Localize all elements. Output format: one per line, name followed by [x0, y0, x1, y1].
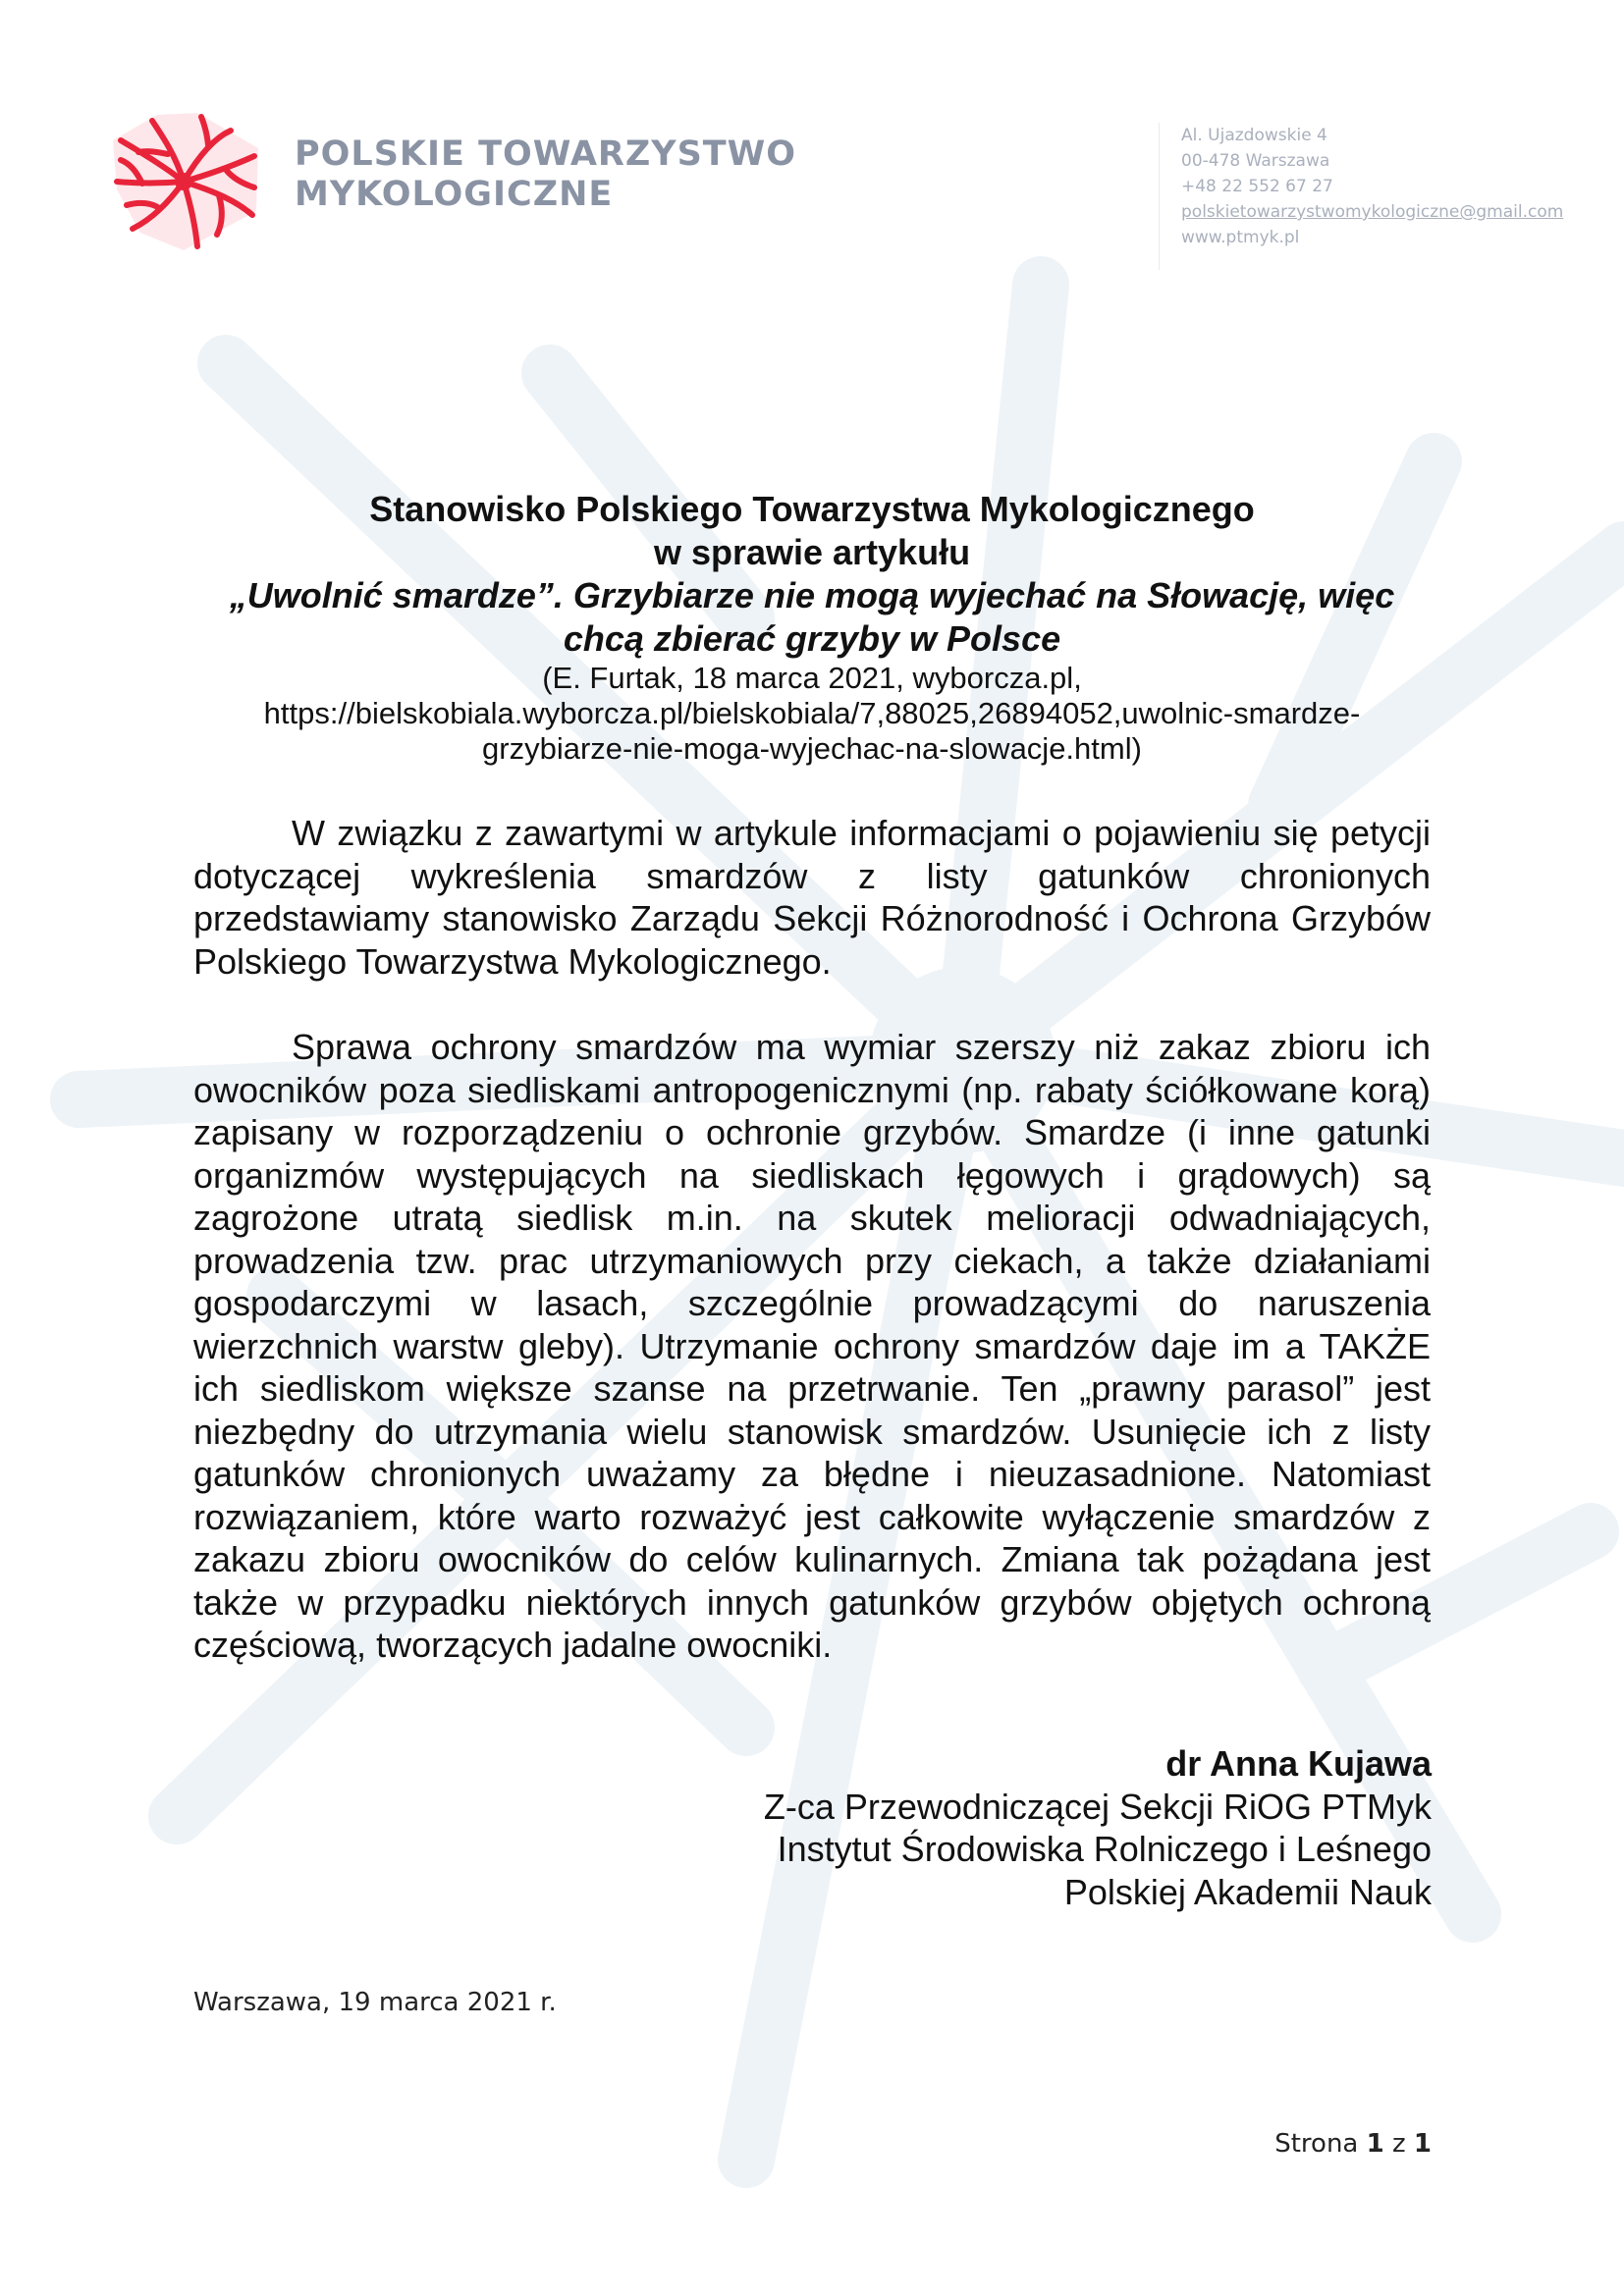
title-line2: w sprawie artykułu: [653, 532, 971, 572]
source-url-line1: https://bielskobiala.wyborcza.pl/bielskobiala/7,88025,26894052,uwolnic-smardze-: [263, 696, 1361, 730]
signatory-role: Z-ca Przewodniczącej Sekcji RiOG PTMyk: [763, 1786, 1432, 1827]
page-number: [1274, 2129, 1432, 2159]
phone-number: +48 22 552 67 27: [1181, 177, 1333, 196]
title-line1: Stanowisko Polskiego Towarzystwa Mykologicznego: [369, 489, 1255, 529]
mycology-society-logo-icon: [113, 113, 260, 250]
document-body: [193, 812, 1431, 1667]
source-line1: (E. Furtak, 18 marca 2021, wyborcza.pl,: [542, 661, 1082, 695]
organization-name-line1: POLSKIE TOWARZYSTWO: [295, 134, 797, 174]
article-title-line1: „Uwolnić smardze”. Grzybiarze nie mogą wyjechać na Słowację, więc: [229, 575, 1395, 615]
page-prefix: Strona: [1274, 2129, 1359, 2159]
source-url-line2: grzybiarze-nie-moga-wyjechac-na-slowacje.html): [482, 731, 1142, 766]
address-line1: Al. Ujazdowskie 4: [1181, 126, 1327, 145]
body-paragraph-2: Sprawa ochrony smardzów ma wymiar szerszy niż zakaz zbioru ich owocników poza siedliskami antropogenicznymi (np. rabaty ściółkowane korą) zapisany w rozporządzeniu o ochronie grzybów. Smardze (i inne gatunki organizmów występujących na siedliskach łęgowych i grądowych) są zagrożone utratą siedlisk m.in. na skutek melioracji odwadniających, prowadzenia tzw. prac utrzymaniowych przy ciekach, a także działaniami gospodarczymi w lasach, szczególnie prowadzącymi do naruszenia wierzchnich warstw gleby). Utrzymanie ochrony smardzów daje im a TAKŻE ich siedliskom większe szanse na przetrwanie. Ten „prawny parasol” jest niezbędny do utrzymania wielu stanowisk smardzów. Usunięcie ich z listy gatunków chronionych uważamy za błędne i nieuzasadnione. Natomiast rozwiązaniem, które warto rozważyć jest całkowite wyłączenie smardzów z zakazu zbioru owocników do celów kulinarnych. Zmiana tak pożądana jest także w przypadku niektórych innych gatunków grzybów objętych ochroną częściową, tworzących jadalne owocniki.: [193, 1027, 1431, 1665]
document-date: Warszawa, 19 marca 2021 r.: [193, 1988, 557, 2017]
page-total: 1: [1413, 2129, 1432, 2159]
body-paragraph-1: W związku z zawartymi w artykule informacjami o pojawieniu się petycji dotyczącej wykreślenia smardzów z listy gatunków chronionych przedstawiamy stanowisko Zarządu Sekcji Różnorodność i Ochrona Grzybów Polskiego Towarzystwa Mykologicznego.: [193, 813, 1431, 982]
page-separator: z: [1391, 2129, 1406, 2159]
article-title-line2: chcą zbierać grzyby w Polsce: [563, 618, 1061, 659]
organization-name: [295, 134, 796, 215]
signature-block: [764, 1742, 1432, 1913]
organization-name-line2: MYKOLOGICZNE: [295, 175, 614, 214]
signatory-institute-line1: Instytut Środowiska Rolniczego i Leśnego: [777, 1829, 1432, 1869]
email-link[interactable]: polskietowarzystwomykologiczne@gmail.com: [1181, 202, 1564, 222]
signatory-name: dr Anna Kujawa: [1165, 1743, 1432, 1784]
page-current: 1: [1366, 2129, 1384, 2159]
document-heading: [157, 488, 1467, 767]
address-line2: 00-478 Warszawa: [1181, 151, 1330, 171]
signatory-institute-line2: Polskiej Akademii Nauk: [1063, 1871, 1432, 1912]
contact-block: [1159, 123, 1563, 270]
website-link[interactable]: www.ptmyk.pl: [1181, 228, 1300, 247]
